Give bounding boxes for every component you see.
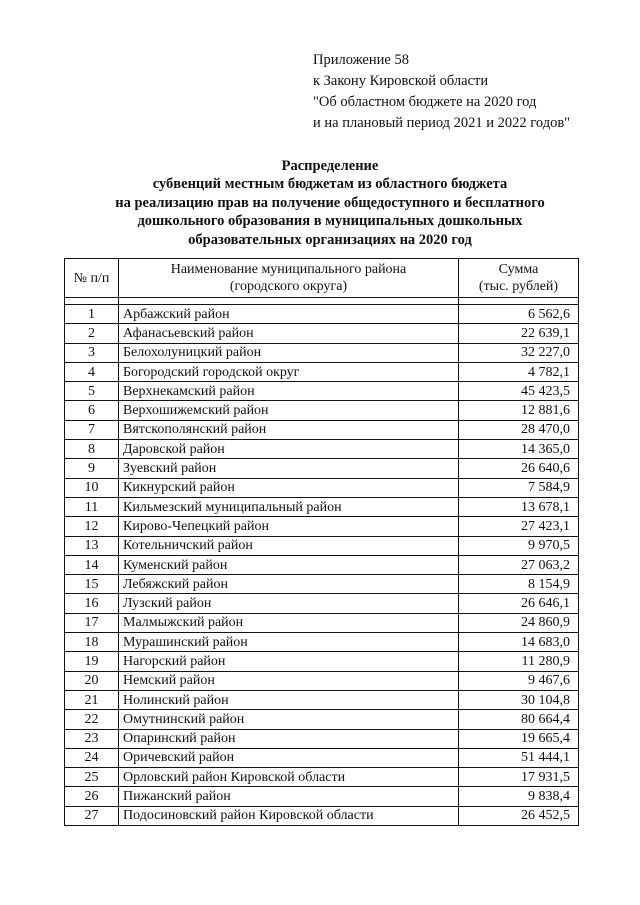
table-body [65,305,579,826]
row-sum: 27 063,2 [459,555,579,574]
row-num: 8 [65,440,119,459]
table-row [65,690,579,709]
table-row [65,729,579,748]
document-title [60,157,600,249]
appendix-line: к Закону Кировской области [313,73,489,89]
row-sum: 51 444,1 [459,748,579,767]
row-sum: 13 678,1 [459,497,579,516]
row-name: Верхошижемский район [119,401,459,420]
row-sum: 14 683,0 [459,633,579,652]
row-num: 14 [65,555,119,574]
row-num: 24 [65,748,119,767]
row-num: 1 [65,305,119,324]
row-name: Оричевский район [119,748,459,767]
appendix-line: "Об областном бюджете на 2020 год [313,94,537,110]
title-line: Распределение [281,158,379,174]
gap-cell [119,298,459,305]
table-row [65,555,579,574]
row-num: 16 [65,594,119,613]
appendix-line: Приложение 58 [313,52,409,68]
row-name: Подосиновский район Кировской области [119,806,459,825]
row-num: 5 [65,382,119,401]
table-row [65,768,579,787]
table-row [65,497,579,516]
row-name: Пижанский район [119,787,459,806]
row-sum: 45 423,5 [459,382,579,401]
row-sum: 19 665,4 [459,729,579,748]
row-name: Нолинский район [119,690,459,709]
row-name: Арбажский район [119,305,459,324]
table-row [65,633,579,652]
header-num: № п/п [65,259,119,298]
row-name: Кирово-Чепецкий район [119,517,459,536]
row-sum: 9 970,5 [459,536,579,555]
row-name: Богородский городской округ [119,362,459,381]
row-num: 6 [65,401,119,420]
row-num: 13 [65,536,119,555]
table-row [65,401,579,420]
row-name: Малмыжский район [119,613,459,632]
row-name: Немский район [119,671,459,690]
table-row [65,594,579,613]
table-row [65,613,579,632]
row-name: Даровской район [119,440,459,459]
distribution-table [64,258,579,826]
title-line: на реализацию прав на получение общедоступного и бесплатного [115,194,545,211]
row-name: Опаринский район [119,729,459,748]
row-name: Кикнурский район [119,478,459,497]
row-num: 17 [65,613,119,632]
row-sum: 26 452,5 [459,806,579,825]
table-row [65,382,579,401]
row-sum: 6 562,6 [459,305,579,324]
table-row [65,343,579,362]
row-name: Верхнекамский район [119,382,459,401]
appendix-header [313,50,570,134]
row-sum: 28 470,0 [459,420,579,439]
gap-cell [459,298,579,305]
row-num: 3 [65,343,119,362]
row-name: Мурашинский район [119,633,459,652]
title-line: субвенций местным бюджетам из областного бюджета [152,176,508,193]
row-num: 12 [65,517,119,536]
header-sum-line1: Сумма [498,262,539,277]
row-sum: 80 664,4 [459,710,579,729]
row-num: 20 [65,671,119,690]
row-num: 4 [65,362,119,381]
row-sum: 17 931,5 [459,768,579,787]
table-row [65,710,579,729]
row-name: Кильмезский муниципальный район [119,497,459,516]
row-sum: 7 584,9 [459,478,579,497]
row-name: Котельничский район [119,536,459,555]
row-num: 11 [65,497,119,516]
row-sum: 27 423,1 [459,517,579,536]
row-sum: 11 280,9 [459,652,579,671]
row-sum: 12 881,6 [459,401,579,420]
table-row [65,478,579,497]
row-sum: 26 646,1 [459,594,579,613]
row-num: 27 [65,806,119,825]
row-num: 15 [65,575,119,594]
table-row [65,671,579,690]
row-name: Нагорский район [119,652,459,671]
row-name: Лебяжский район [119,575,459,594]
row-name: Лузский район [119,594,459,613]
table-row [65,362,579,381]
table-row [65,305,579,324]
row-num: 7 [65,420,119,439]
row-num: 22 [65,710,119,729]
table-row [65,324,579,343]
row-name: Омутнинский район [119,710,459,729]
header-gap-row [65,298,579,305]
row-sum: 8 154,9 [459,575,579,594]
row-sum: 30 104,8 [459,690,579,709]
row-sum: 24 860,9 [459,613,579,632]
row-sum: 32 227,0 [459,343,579,362]
header-name-line1: Наименование муниципального района [170,262,407,277]
title-line: образовательных организациях на 2020 год [188,231,472,248]
title-line: дошкольного образования в муниципальных дошкольных [137,213,523,230]
row-num: 19 [65,652,119,671]
header-sum [459,259,579,298]
row-sum: 14 365,0 [459,440,579,459]
row-num: 25 [65,768,119,787]
table-row [65,459,579,478]
table-row [65,536,579,555]
row-num: 21 [65,690,119,709]
header-name-line2: (городского округа) [229,279,348,294]
gap-cell [65,298,119,305]
table-row [65,787,579,806]
row-name: Куменский район [119,555,459,574]
row-name: Афанасьевский район [119,324,459,343]
table-header-row [65,259,579,298]
row-sum: 9 467,6 [459,671,579,690]
header-name [119,259,459,298]
appendix-line: и на плановый период 2021 и 2022 годов" [313,115,571,131]
row-num: 10 [65,478,119,497]
table-row [65,517,579,536]
row-sum: 26 640,6 [459,459,579,478]
row-name: Белохолуницкий район [119,343,459,362]
header-sum-line2: (тыс. рублей) [478,279,559,294]
row-num: 2 [65,324,119,343]
table-row [65,748,579,767]
table-row [65,420,579,439]
table-row [65,652,579,671]
row-sum: 22 639,1 [459,324,579,343]
row-num: 9 [65,459,119,478]
row-name: Орловский район Кировской области [119,768,459,787]
row-num: 26 [65,787,119,806]
table-row [65,806,579,825]
row-name: Зуевский район [119,459,459,478]
row-sum: 9 838,4 [459,787,579,806]
row-num: 23 [65,729,119,748]
row-name: Вятскополянский район [119,420,459,439]
row-num: 18 [65,633,119,652]
table-row [65,440,579,459]
row-sum: 4 782,1 [459,362,579,381]
table-row [65,575,579,594]
